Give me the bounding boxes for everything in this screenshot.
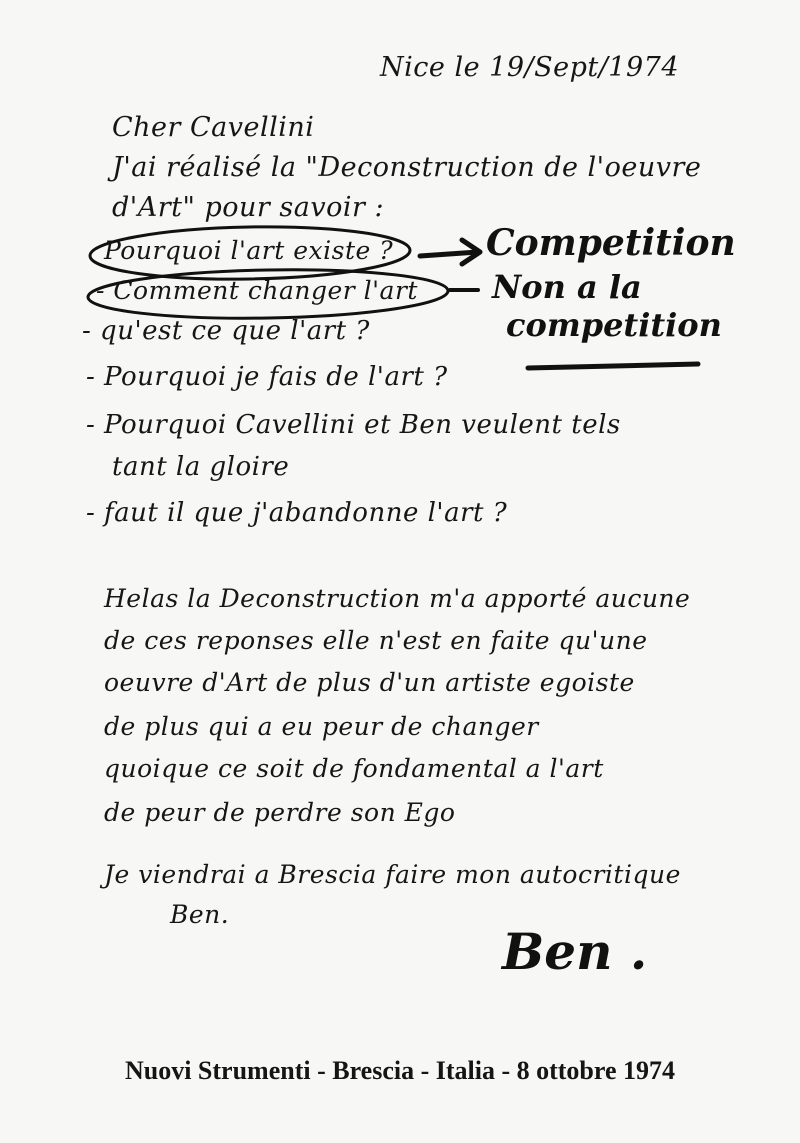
salutation: Cher Cavellini [112,112,315,143]
question-line: - faut il que j'abandonne l'art ? [86,498,508,528]
question-line: - Comment changer l'art [96,276,418,305]
question-line: - Pourquoi Cavellini et Ben veulent tels [86,410,621,440]
paragraph-line: de plus qui a eu peur de changer [104,712,539,741]
paragraph-line: Helas la Deconstruction m'a apporté aucune [104,584,691,613]
question-line: Pourquoi l'art existe ? [104,236,394,265]
letter-date: Nice le 19/Sept/1974 [380,52,680,83]
closing-name: Ben. [170,900,230,929]
question-line: - qu'est ce que l'art ? [82,316,370,346]
paragraph-line: de ces reponses elle n'est en faite qu'une [104,626,648,655]
footer-caption: Nuovi Strumenti - Brescia - Italia - 8 ottobre 1974 [124,1056,676,1085]
annotation-competition: Competition [486,222,736,264]
annotation-competition-2: competition [506,306,722,344]
question-line: tant la gloire [112,452,290,482]
intro-line-2: d'Art" pour savoir : [112,192,385,223]
arrow-mark [420,252,478,256]
closing-line: Je viendrai a Brescia faire mon autocritique [104,860,681,889]
underline-mark [528,364,698,368]
annotation-non-a-la: Non a la [492,268,642,306]
question-line: - Pourquoi je fais de l'art ? [86,362,448,392]
paragraph-line: oeuvre d'Art de plus d'un artiste egoiste [104,668,635,697]
paragraph-line: de peur de perdre son Ego [104,798,456,827]
paragraph-line: quoique ce soit de fondamental a l'art [104,754,604,783]
intro-line-1: J'ai réalisé la "Deconstruction de l'oeuvre [112,152,702,183]
signature: Ben . [502,922,648,981]
